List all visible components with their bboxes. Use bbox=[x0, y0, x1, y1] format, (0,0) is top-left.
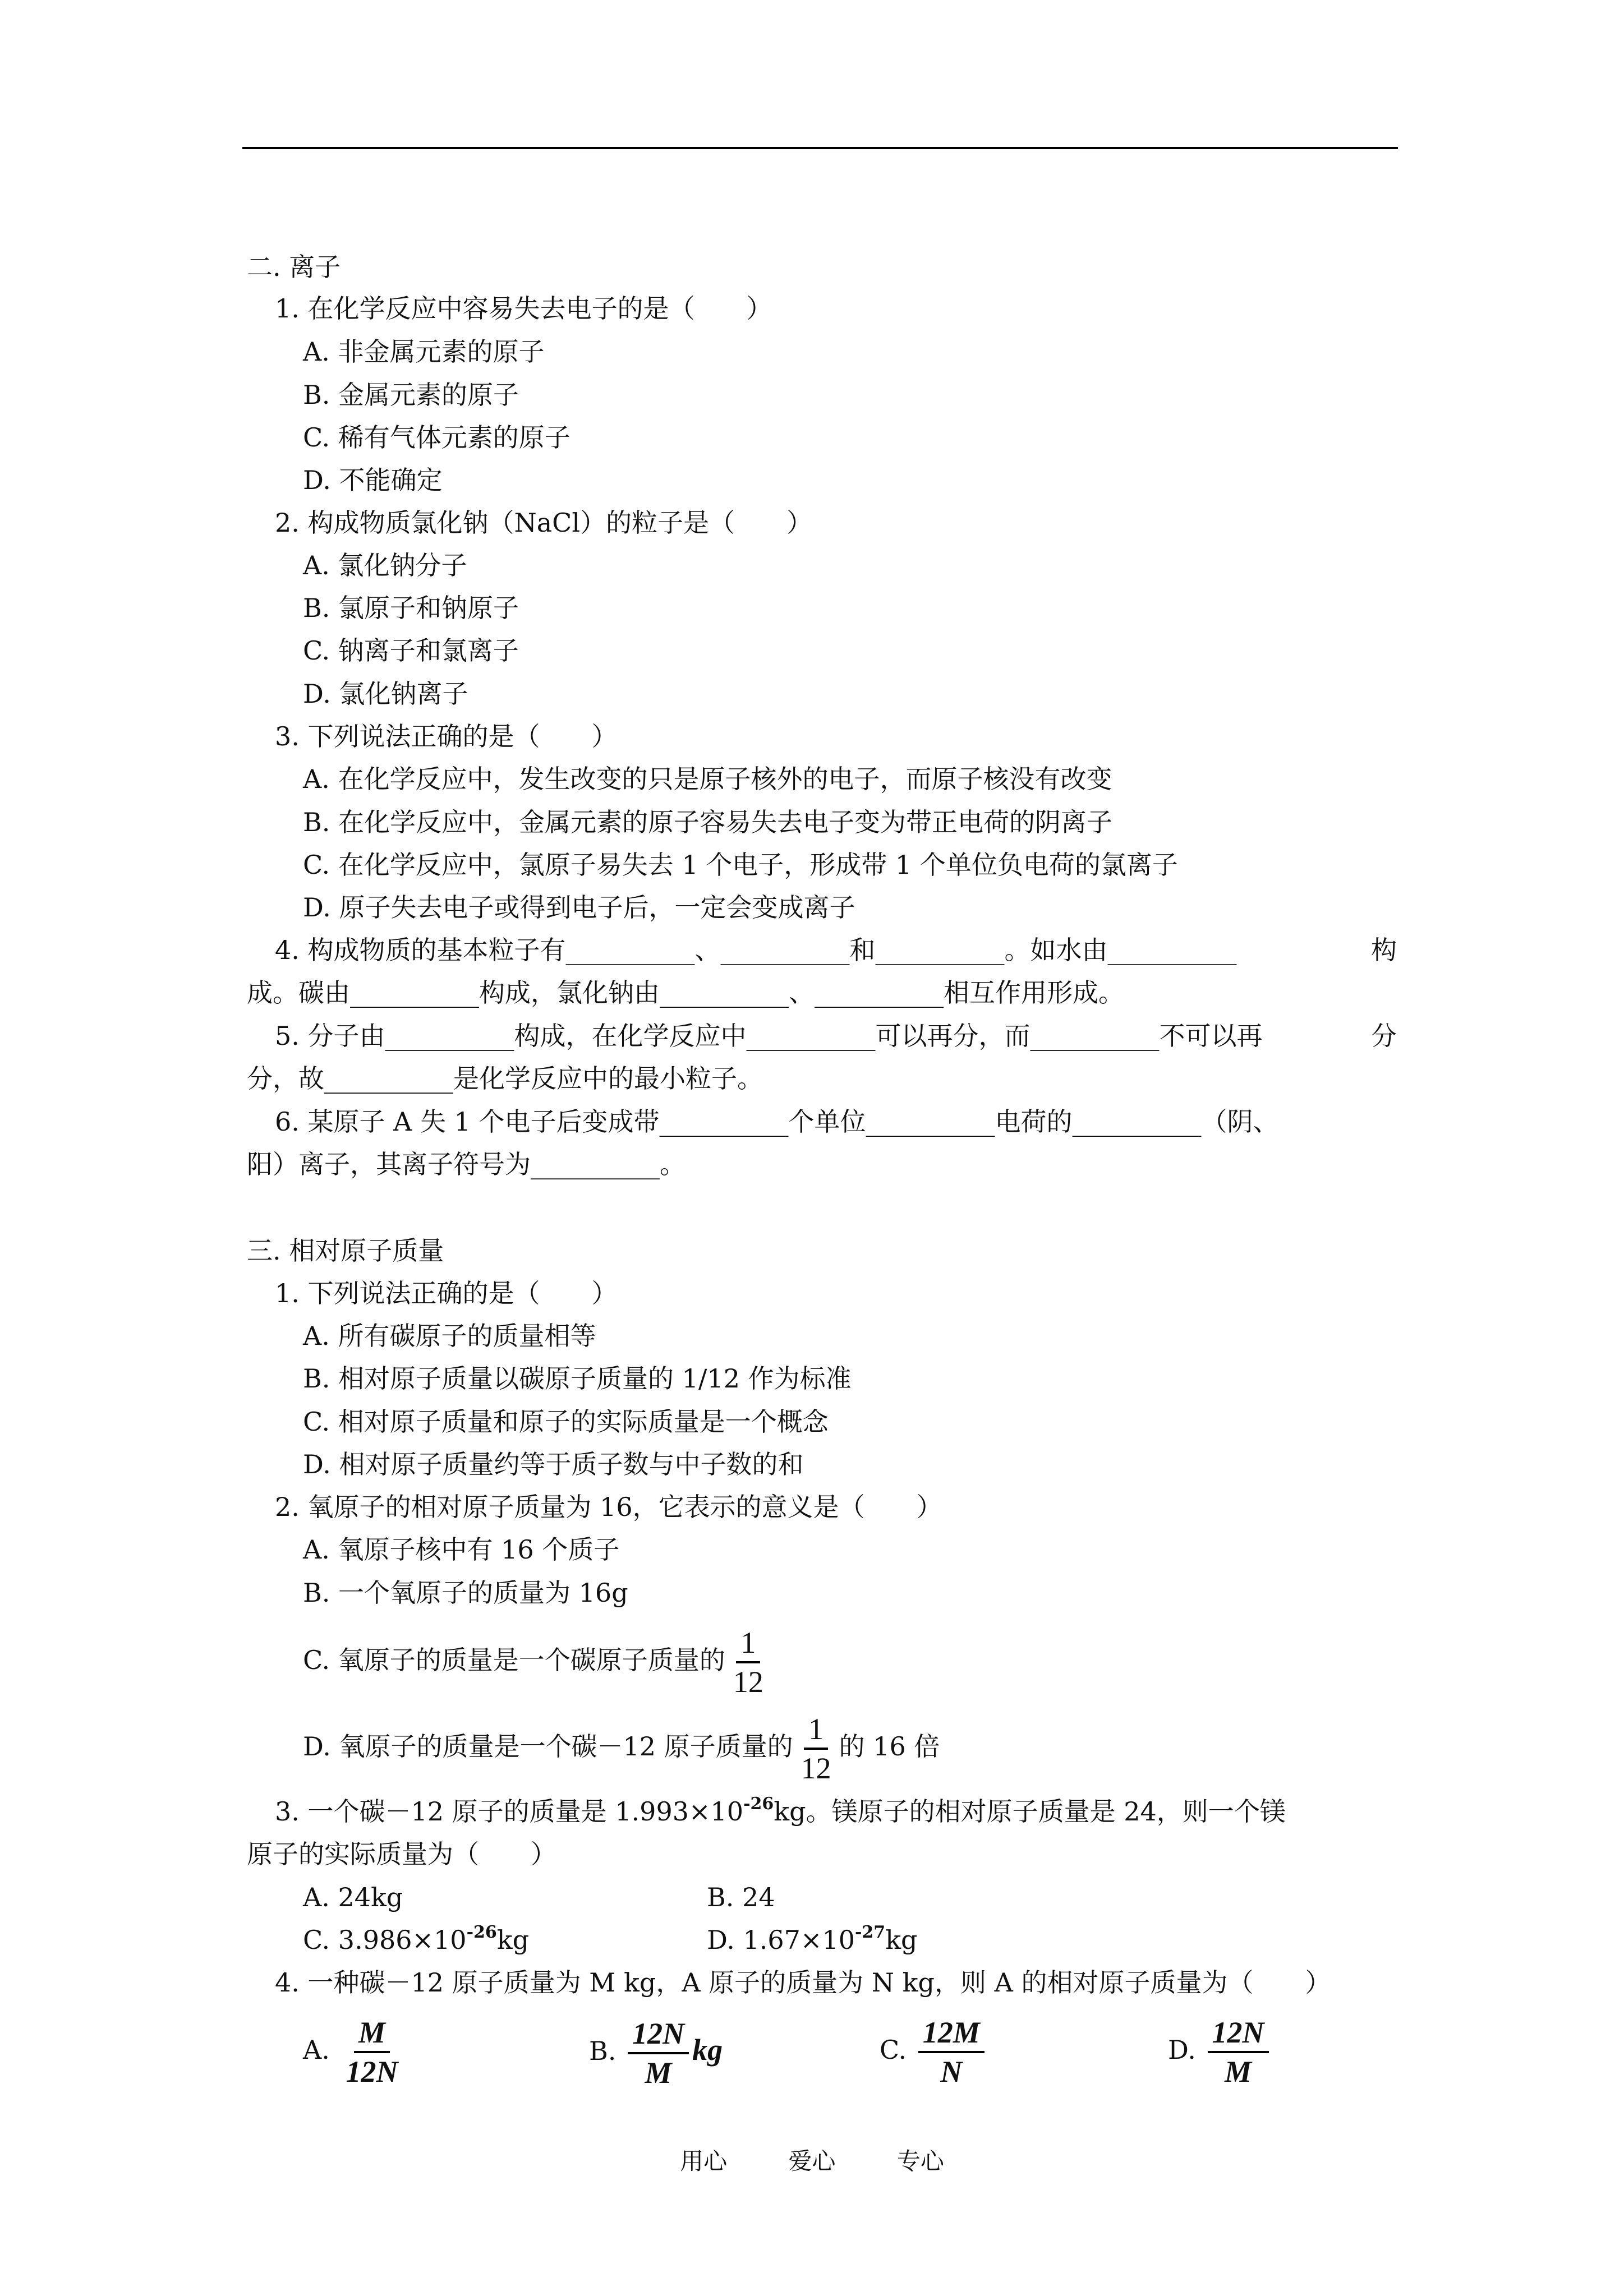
question-stem: 3. 下列说法正确的是（ ） bbox=[275, 721, 618, 751]
option-a: A. 在化学反应中，发生改变的只是原子核外的电子，而原子核没有改变 bbox=[303, 764, 1112, 794]
option-text: C. 3.986×10 bbox=[303, 1925, 467, 1955]
option-unit: kg bbox=[496, 1925, 530, 1955]
option-text: C. 氧原子的质量是一个碳原子质量的 bbox=[303, 1645, 725, 1675]
question-stem-text bbox=[275, 1795, 1286, 1832]
option-d: D. 原子失去电子或得到电子后，一定会变成离子 bbox=[303, 892, 855, 923]
option-c bbox=[880, 2008, 988, 2092]
footer-text: 专心 bbox=[896, 2147, 944, 2175]
fraction-denominator: 12 bbox=[733, 1665, 763, 1699]
stem-part: 3. 一个碳－12 原子的质量是 1.993×10 bbox=[275, 1796, 744, 1827]
option-b: B. 相对原子质量以碳原子质量的 1/12 作为标准 bbox=[303, 1363, 852, 1394]
fraction-numerator: 1 bbox=[736, 1628, 760, 1663]
option-c: C. 稀有气体元素的原子 bbox=[303, 422, 571, 453]
exponent: -26 bbox=[466, 1922, 497, 1942]
option-a: A. 氧原子核中有 16 个质子 bbox=[303, 1534, 620, 1565]
fill-blank-line bbox=[275, 933, 1397, 967]
option-c: C. 相对原子质量和原子的实际质量是一个概念 bbox=[303, 1407, 829, 1437]
exponent: -27 bbox=[854, 1922, 886, 1942]
question-stem: 2. 氧原子的相对原子质量为 16，它表示的意义是（ ） bbox=[275, 1492, 942, 1522]
stem-part: kg。镁原子的相对原子质量是 24，则一个镁 bbox=[774, 1796, 1286, 1827]
option-label: B. bbox=[589, 2036, 617, 2066]
option-d: D. 不能确定 bbox=[303, 465, 443, 495]
fraction-numerator: 12N bbox=[628, 2018, 689, 2054]
fill-blank-line: 分，故__________是化学反应中的最小粒子。 bbox=[247, 1063, 763, 1094]
fill-blank-line: 阳）离子，其离子符号为__________。 bbox=[247, 1149, 686, 1179]
fraction bbox=[341, 2017, 402, 2087]
option-c: C. 钠离子和氯离子 bbox=[303, 635, 519, 666]
footer-text: 爱心 bbox=[788, 2147, 836, 2175]
fill-blank-text: 5. 分子由__________构成，在化学反应中__________可以再分，而__________不可以再 bbox=[275, 1021, 1263, 1051]
option-label: D. bbox=[1168, 2035, 1196, 2065]
option-a: A. 24kg bbox=[303, 1882, 403, 1912]
option-d bbox=[707, 1923, 918, 1961]
page-footer bbox=[0, 2146, 1624, 2177]
option-d bbox=[303, 1707, 940, 1786]
exponent: -26 bbox=[743, 1794, 774, 1814]
option-b bbox=[589, 2008, 723, 2092]
option-d bbox=[1168, 2008, 1272, 2092]
fraction bbox=[1208, 2017, 1269, 2087]
fraction bbox=[628, 2018, 689, 2088]
fraction-numerator: M bbox=[354, 2017, 390, 2053]
option-c: C. 在化学反应中，氯原子易失去 1 个电子，形成带 1 个单位负电荷的氯离子 bbox=[303, 850, 1178, 880]
option-a bbox=[303, 2008, 406, 2092]
fraction bbox=[729, 1628, 768, 1697]
fill-blank-text: 4. 构成物质的基本粒子有__________、__________和__________。如水由__________ bbox=[275, 935, 1237, 965]
option-unit: kg bbox=[692, 2033, 723, 2067]
fraction-denominator: M bbox=[1224, 2055, 1252, 2088]
fraction-denominator: 12 bbox=[801, 1751, 831, 1785]
option-b: B. 在化学反应中，金属元素的原子容易失去电子变为带正电荷的阴离子 bbox=[303, 807, 1113, 837]
option-c bbox=[303, 1621, 771, 1699]
option-text-suffix: 的 16 倍 bbox=[839, 1731, 940, 1762]
question-stem-continuation: 原子的实际质量为（ ） bbox=[247, 1839, 556, 1869]
section-heading-ions: 二. 离子 bbox=[247, 252, 341, 282]
option-b: B. 24 bbox=[707, 1882, 775, 1912]
fraction bbox=[797, 1714, 836, 1783]
fraction-denominator: N bbox=[940, 2055, 963, 2088]
option-a: A. 氯化钠分子 bbox=[303, 550, 467, 580]
option-b: B. 金属元素的原子 bbox=[303, 380, 519, 410]
fill-blank-line bbox=[275, 1019, 1397, 1053]
option-text: D. 氧原子的质量是一个碳－12 原子质量的 bbox=[303, 1731, 793, 1762]
question-stem: 4. 一种碳－12 原子质量为 M kg，A 原子的质量为 N kg，则 A 的相对原子质量为（ ） bbox=[275, 1967, 1331, 1998]
option-label: C. bbox=[880, 2035, 907, 2065]
option-b: B. 氯原子和钠原子 bbox=[303, 593, 519, 623]
fraction-numerator: 1 bbox=[804, 1714, 828, 1750]
fraction bbox=[918, 2017, 984, 2087]
option-d: D. 相对原子质量约等于质子数与中子数的和 bbox=[303, 1449, 804, 1479]
section-heading-relative-atomic-mass: 三. 相对原子质量 bbox=[247, 1235, 444, 1266]
option-d: D. 氯化钠离子 bbox=[303, 679, 468, 709]
fill-blank-line: 6. 某原子 A 失 1 个电子后变成带__________个单位__________电荷的__________（阴、 bbox=[275, 1106, 1279, 1137]
fraction-numerator: 12M bbox=[918, 2017, 984, 2053]
fill-blank-text: 构 bbox=[1371, 935, 1397, 965]
option-b: B. 一个氧原子的质量为 16g bbox=[303, 1578, 628, 1608]
fill-blank-text: 分 bbox=[1371, 1021, 1397, 1051]
question-stem: 1. 在化学反应中容易失去电子的是（ ） bbox=[275, 293, 772, 324]
question-stem: 2. 构成物质氯化钠（NaCl）的粒子是（ ） bbox=[275, 508, 813, 538]
question-stem bbox=[275, 1795, 1397, 1832]
fraction-denominator: 12N bbox=[346, 2055, 398, 2088]
header-rule bbox=[242, 147, 1398, 149]
option-a: A. 所有碳原子的质量相等 bbox=[303, 1321, 596, 1351]
option-c bbox=[303, 1923, 529, 1961]
fill-blank-line: 成。碳由__________构成，氯化钠由__________、__________相互作用形成。 bbox=[247, 978, 1124, 1008]
option-label: A. bbox=[303, 2035, 330, 2065]
fraction-numerator: 12N bbox=[1208, 2017, 1269, 2053]
footer-text: 用心 bbox=[680, 2147, 728, 2175]
option-unit: kg bbox=[885, 1925, 918, 1955]
fraction-denominator: M bbox=[645, 2056, 672, 2090]
option-a: A. 非金属元素的原子 bbox=[303, 336, 545, 367]
option-text: D. 1.67×10 bbox=[707, 1925, 855, 1955]
question-stem: 1. 下列说法正确的是（ ） bbox=[275, 1278, 618, 1308]
